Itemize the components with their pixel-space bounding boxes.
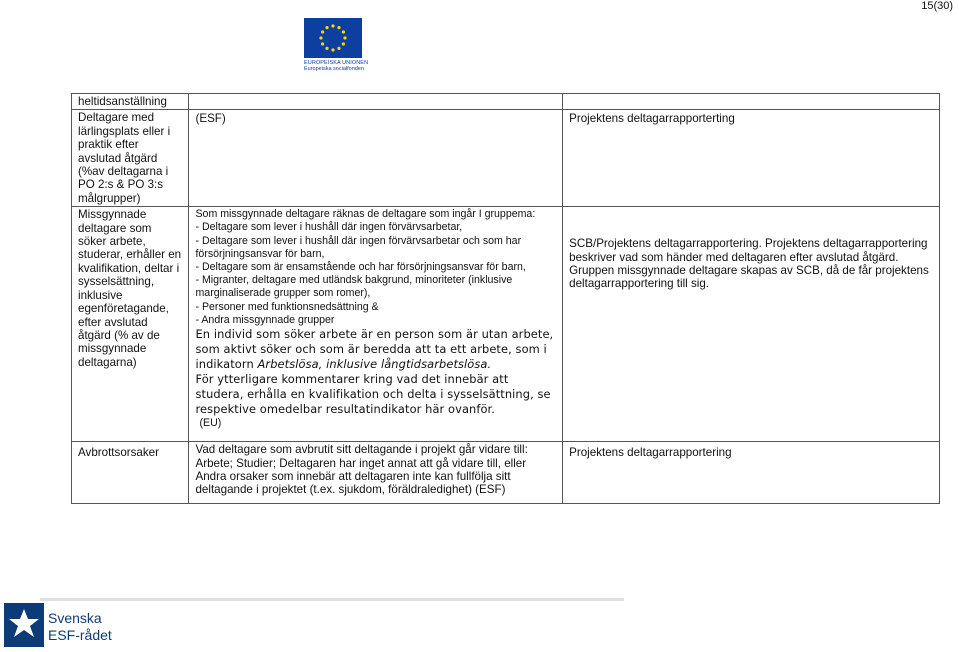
- paragraph-text: En individ som söker arbete är en person som är utan arbete, som aktivt söker och som är beredda att ta ett arbete, som i indikatorn: [195, 327, 554, 372]
- table-cell: Missgynnade deltagare som söker arbete, studerar, erhåller en kvalifikation, deltar i sysselsättning, inklusive egenföretagande, efter avslutad åtgärd (% av de missgynnade deltagarna): [72, 207, 189, 442]
- table-cell: [189, 207, 563, 442]
- cell-line: - Deltagare som lever i hushåll där ingen förvärvsarbetar,: [195, 221, 463, 234]
- table-cell: SCB/Projektens deltagarrapportering. Projektens deltagarrapportering beskriver vad som händer med deltagaren efter avslutad åtgärd. Gruppen missgynnade deltagare skapas av SCB, då de får projektens deltagarrapportering till sig.: [563, 207, 940, 442]
- page-number: 15(30): [921, 0, 953, 12]
- table-cell: Projektens deltagarrapportering: [563, 442, 940, 504]
- cell-paragraph: För ytterligare kommentarer kring vad det innebär att studera, erhålla en kvalifikation och delta i sysselsättning, se respektive omedelbar resultatindikator här ovanför.: [195, 372, 551, 417]
- table-row: [72, 110, 940, 207]
- table-cell: [189, 94, 563, 110]
- table-row: [72, 207, 940, 442]
- table-cell: Deltagare med lärlingsplats eller i praktik efter avslutad åtgärd (%av deltagarna i PO 2:s & PO 3:s målgrupper): [72, 110, 189, 207]
- footer-divider: [40, 598, 624, 601]
- table-cell: (ESF): [189, 110, 563, 207]
- esf-logo-line2: ESF-rådet: [48, 627, 112, 643]
- indicator-table: [71, 93, 940, 504]
- eu-flag-icon: [304, 18, 362, 58]
- cell-line: - Personer med funktionsnedsättning &: [195, 300, 379, 313]
- cell-paragraph: [195, 327, 556, 372]
- table-cell: Vad deltagare som avbrutit sitt deltagande i projekt går vidare till: Arbete; Studier; Deltagaren har inget annat att gå vidare till, eller Andra orsaker som innebär att deltagaren inte kan fullfölja sitt deltagande i projektet (t.ex. sjukdom, föräldraledighet) (ESF): [189, 442, 563, 504]
- cell-tag: (EU): [199, 417, 222, 430]
- table-row: [72, 442, 940, 504]
- esf-logo-line1: Svenska: [48, 610, 102, 626]
- table-row: [72, 94, 940, 110]
- table-cell: Avbrottsorsaker: [72, 442, 189, 504]
- eu-logo-line1: EUROPEISKA UNIONEN: [304, 60, 369, 66]
- cell-line: Som missgynnade deltagare räknas de deltagare som ingår I gruppema:: [195, 208, 536, 221]
- table-cell: [563, 94, 940, 110]
- eu-logo: [304, 18, 369, 72]
- cell-line: - Andra missgynnade grupper: [195, 313, 335, 326]
- cell-line: - Migranter, deltagare med utländsk bakgrund, minoriteter (inklusive marginaliserade grupper som romer),: [195, 274, 513, 300]
- cell-line: - Deltagare som lever i hushåll där ingen förvärvsarbetar och som har försörjningsansvar för barn,: [195, 234, 522, 260]
- paragraph-italic: Arbetslösa, inklusive långtidsarbetslösa.: [257, 357, 492, 372]
- table-cell: heltidsanställning: [72, 94, 189, 110]
- table-cell: Projektens deltagarrapporterting: [563, 110, 940, 207]
- eu-logo-line2: Europeiska socialfonden: [304, 66, 364, 72]
- cell-line: - Deltagare som är ensamstående och har försörjningsansvar för barn,: [195, 261, 526, 274]
